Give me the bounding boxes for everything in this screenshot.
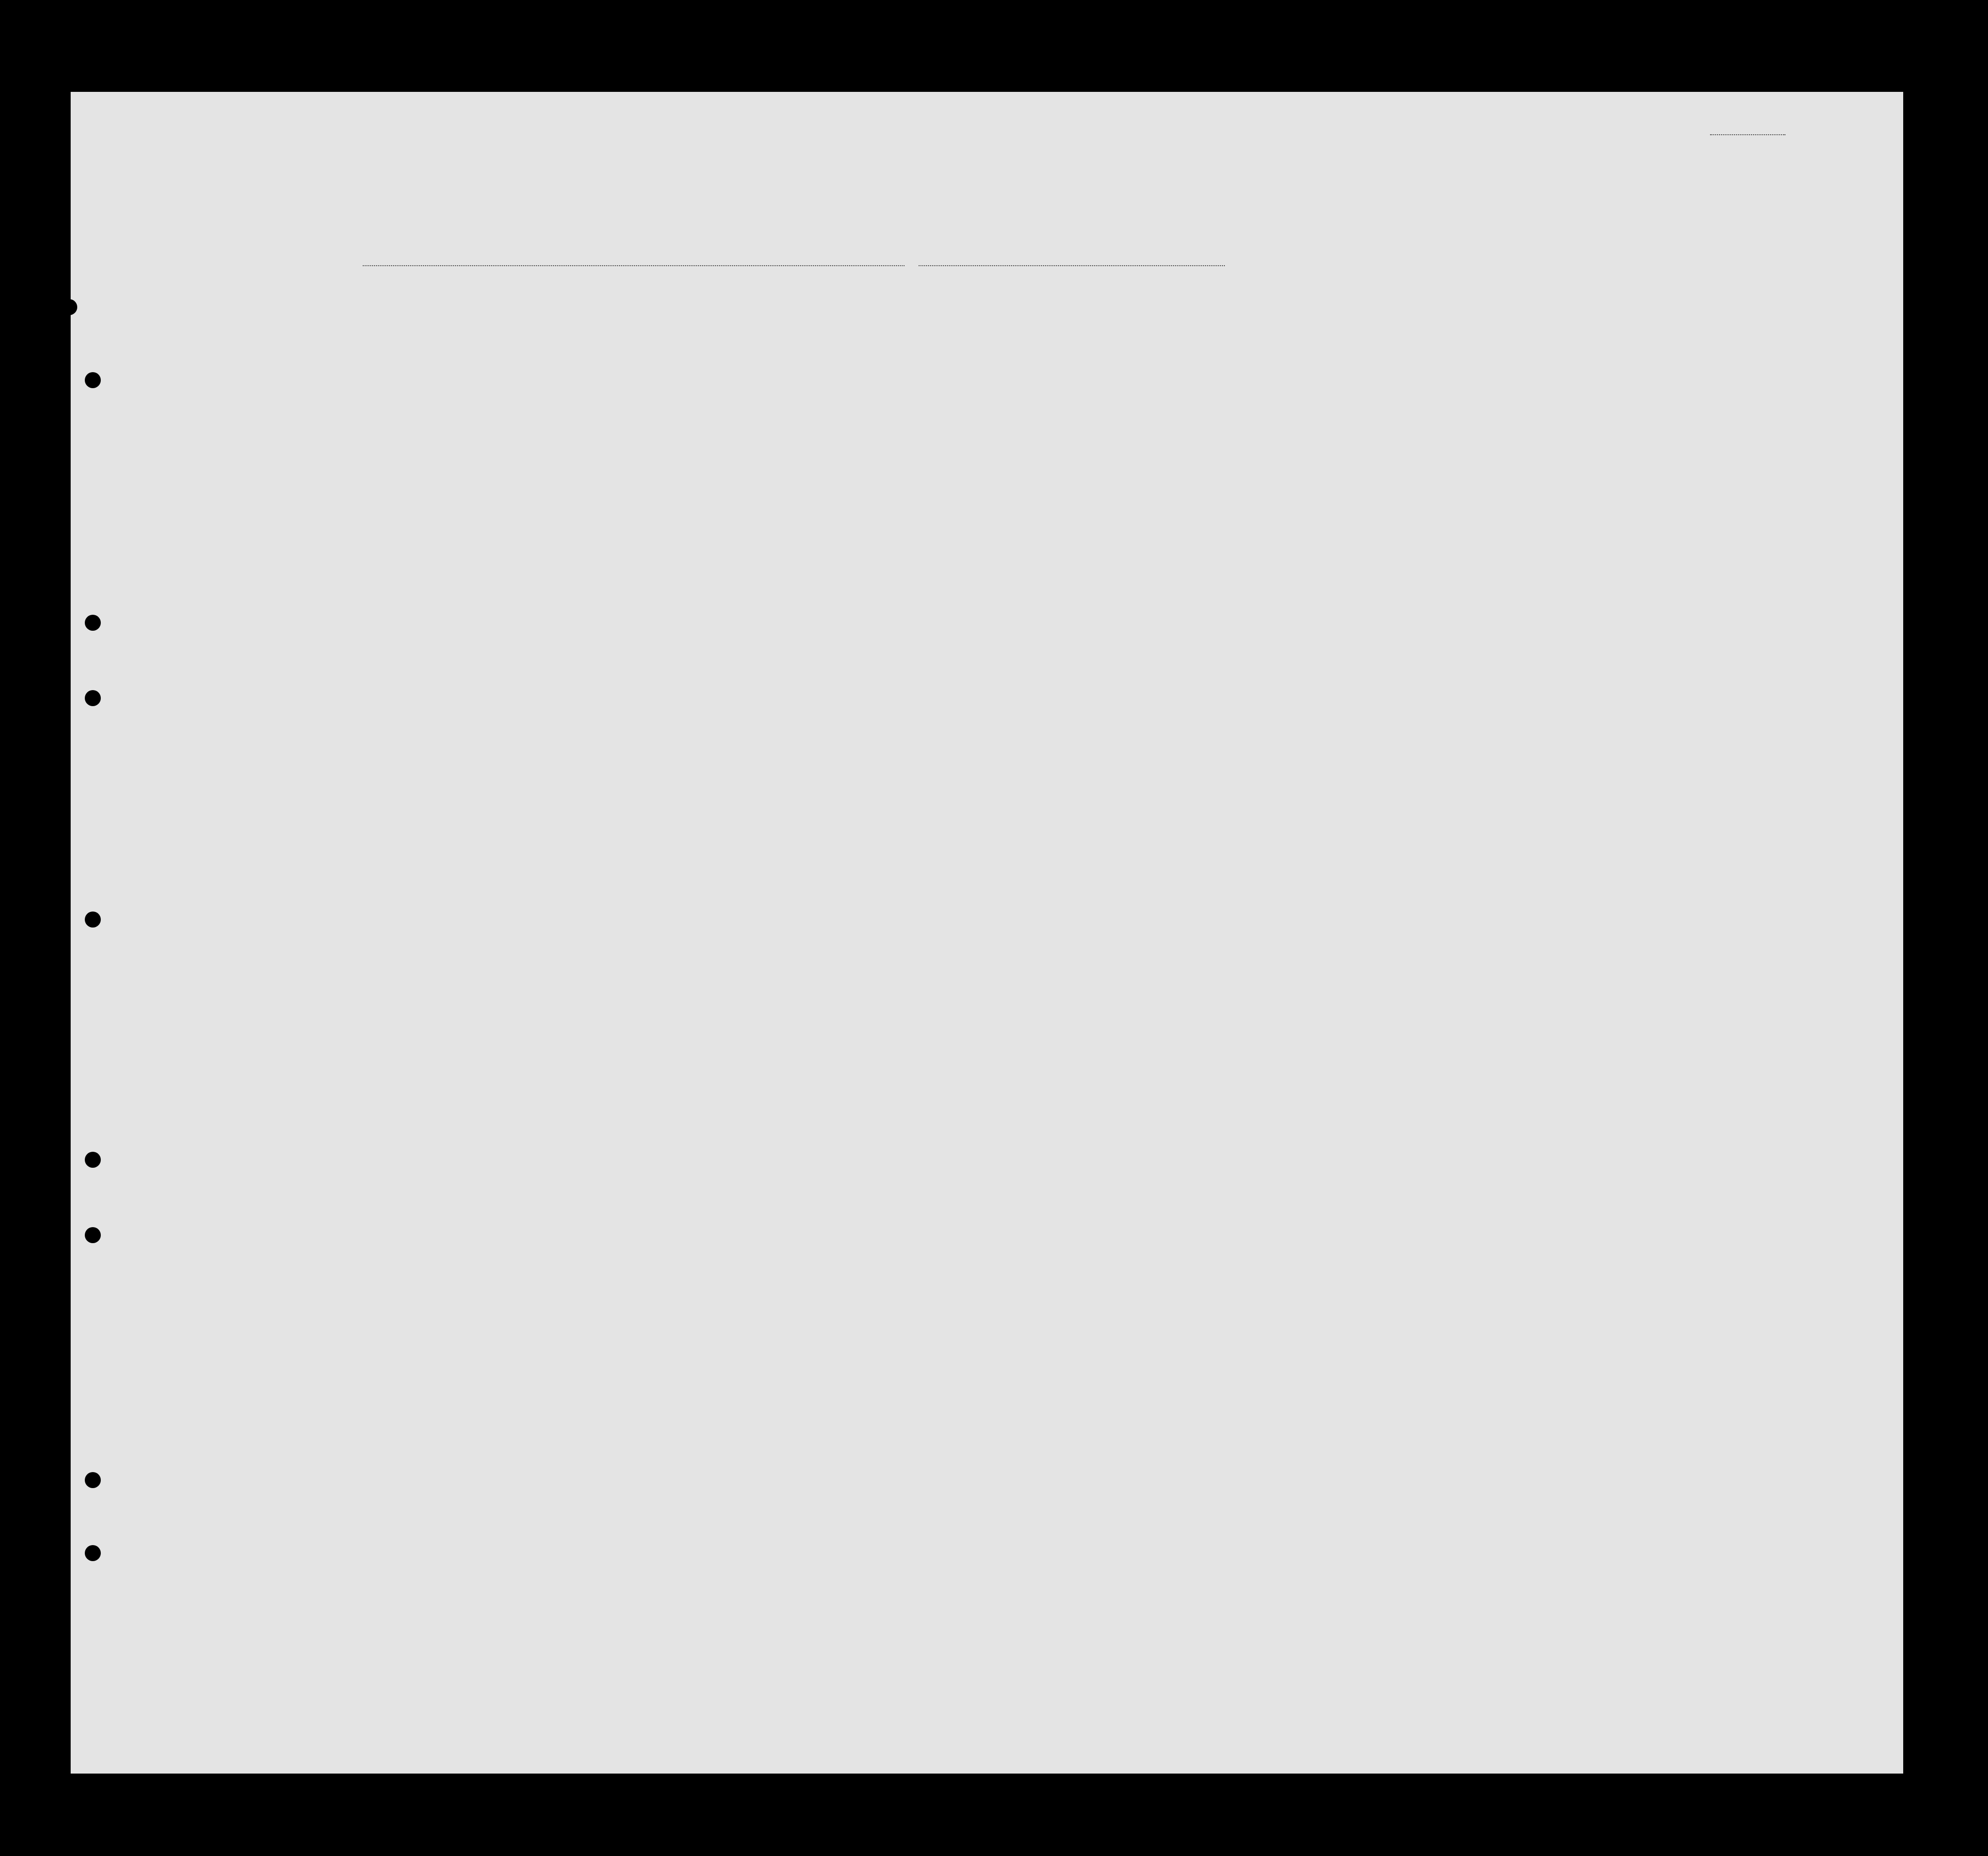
- manifest-grid: [71, 92, 1903, 1774]
- manifest-sheet: [71, 92, 1903, 1774]
